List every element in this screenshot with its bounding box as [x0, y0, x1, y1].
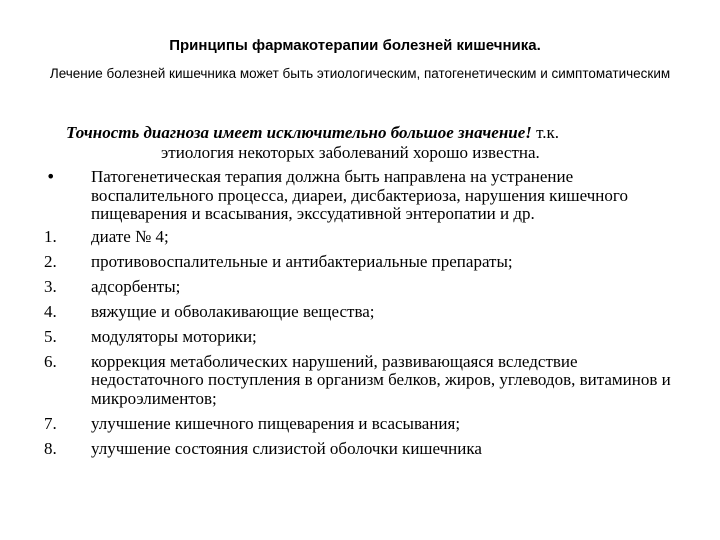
- therapy-list: [44, 168, 684, 465]
- list-item-number: 6.: [44, 351, 57, 371]
- list-item: [44, 303, 684, 322]
- list-item: [44, 253, 684, 272]
- list-item-text: коррекция метаболических нарушений, развивающаяся вследствие недостаточного поступления в организм белков, жиров, углеводов, витаминов и микроэлиментов;: [91, 351, 671, 408]
- list-item-number: 8.: [44, 438, 57, 458]
- list-item-text: Патогенетическая терапия должна быть направлена на устранение воспалительного процесса, диареи, дисбактериоза, нарушения кишечного пищеварения и всасывания, экссудативной энтеропатии и др.: [91, 167, 628, 223]
- list-item: [44, 328, 684, 347]
- list-item-number: 5.: [44, 326, 57, 346]
- list-item-text: диате № 4;: [91, 226, 169, 246]
- bullet-marker: •: [46, 167, 56, 186]
- slide-title: Принципы фармакотерапии болезней кишечника.: [169, 37, 541, 54]
- list-item: [44, 415, 684, 434]
- list-item-bullet: [44, 168, 684, 224]
- list-item: [44, 440, 684, 459]
- list-item-text: вяжущие и обволакивающие вещества;: [91, 301, 375, 321]
- list-item-number: 4.: [44, 301, 57, 321]
- lead-continuation: этиология некоторых заболеваний хорошо известна.: [161, 143, 540, 162]
- list-item-number: 2.: [44, 251, 57, 271]
- list-item: [44, 278, 684, 297]
- list-item: [44, 228, 684, 247]
- list-item-text: адсорбенты;: [91, 276, 181, 296]
- lead-rest: т.к.: [531, 123, 560, 142]
- list-item-text: модуляторы моторики;: [91, 326, 257, 346]
- list-item-number: 1.: [44, 226, 57, 246]
- list-item-text: противовоспалительные и антибактериальные препараты;: [91, 251, 513, 271]
- list-item-number: 3.: [44, 276, 57, 296]
- lead-emphasis: Точность диагноза имеет исключительно большое значение!: [66, 123, 532, 142]
- list-item-text: улучшение состояния слизистой оболочки кишечника: [91, 438, 482, 458]
- lead-paragraph: [66, 123, 706, 163]
- list-item: [44, 353, 684, 409]
- list-item-number: 7.: [44, 413, 57, 433]
- slide-subtitle: Лечение болезней кишечника может быть этиологическим, патогенетическим и симптоматическим: [49, 66, 671, 81]
- list-item-text: улучшение кишечного пищеварения и всасывания;: [91, 413, 461, 433]
